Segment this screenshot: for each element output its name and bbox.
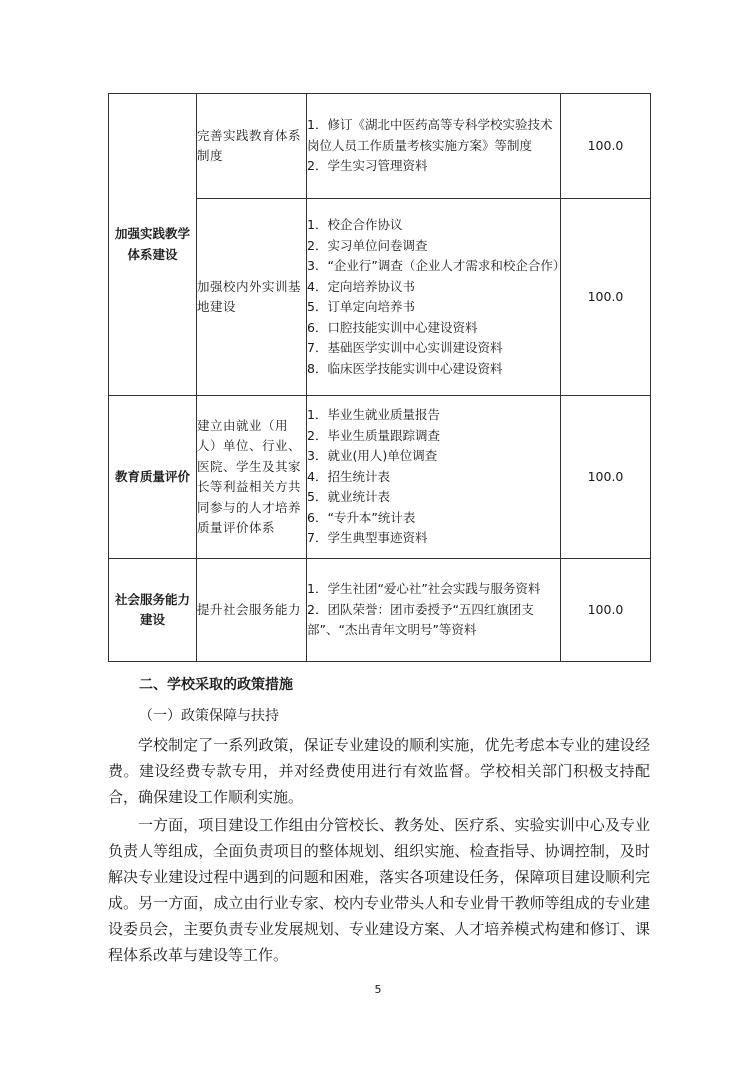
table-row: [109, 94, 651, 199]
material-line: 2．实习单位问卷调查: [307, 237, 428, 253]
score-cell: 100.0: [561, 559, 651, 662]
item-cell: 建立由就业（用人）单位、行业、医院、学生及其家长等利益相关方共同参与的人才培养质量评价体系: [197, 396, 307, 559]
material-line: 2．毕业生质量跟踪调查: [307, 427, 440, 443]
score-cell: 100.0: [561, 396, 651, 559]
material-line: 7．基础医学实训中心实训建设资料: [307, 340, 503, 355]
item-cell: 加强校内外实训基地建设: [197, 199, 307, 396]
category-cell: 社会服务能力建设: [109, 559, 197, 662]
paragraph: 学校制定了一系列政策，保证专业建设的顺利实施，优先考虑本专业的建设经费。建设经费专款专用，并对经费使用进行有效监督。学校相关部门积极支持配合，确保建设工作顺利实施。: [108, 736, 650, 806]
table-row: [109, 396, 651, 559]
page-number: 5: [374, 983, 382, 996]
material-line: 1．校企合作协议: [307, 217, 403, 232]
material-line: 2．团队荣誉：团市委授予“五四红旗团支部”、“杰出青年文明号”等资料: [307, 601, 534, 638]
section-heading: 二、学校采取的政策措施: [139, 677, 293, 693]
material-line: 3．“企业行”调查（企业人才需求和校企合作）: [307, 258, 566, 273]
material-line: 1．毕业生就业质量报告: [307, 407, 440, 423]
material-line: 1．学生社团“爱心社”社会实践与服务资料: [307, 581, 541, 597]
material-line: 3．就业(用人)单位调查: [307, 448, 438, 464]
criteria-table: [108, 93, 651, 662]
material-line: 6．“专升本”统计表: [307, 509, 416, 525]
materials-cell: [307, 199, 566, 396]
material-line: 4．定向培养协议书: [307, 278, 415, 294]
material-line: 7．学生典型事迹资料: [307, 530, 428, 546]
score-cell: 100.0: [561, 199, 651, 396]
material-line: 2．学生实习管理资料: [307, 158, 428, 174]
subsection-heading: （一）政策保障与扶持: [139, 708, 279, 724]
item-cell: 完善实践教育体系制度: [197, 94, 307, 199]
material-line: 5．订单定向培养书: [307, 299, 415, 314]
material-line: 4．招生统计表: [307, 468, 390, 484]
category-cell: 教育质量评价: [109, 396, 197, 559]
material-line: 6．口腔技能实训中心建设资料: [307, 319, 478, 335]
item-cell: 提升社会服务能力: [197, 559, 307, 662]
materials-cell: [307, 396, 561, 559]
material-line: 1．修订《湖北中医药高等专科学校实验技术岗位人员工作质量考核实施方案》等制度: [307, 117, 553, 153]
category-cell: 加强实践教学体系建设: [109, 94, 197, 396]
material-line: 8．临床医学技能实训中心建设资料: [307, 360, 503, 376]
materials-cell: [307, 559, 561, 662]
material-line: 5．就业统计表: [307, 489, 390, 505]
table-row: [109, 559, 651, 662]
score-cell: 100.0: [561, 94, 651, 199]
paragraph: 一方面，项目建设工作组由分管校长、教务处、医疗系、实验实训中心及专业负责人等组成，全面负责项目的整体规划、组织实施、检查指导、协调控制，及时解决专业建设过程中遇到的问题和困难，落实各项建设任务，保障项目建设顺利完成。另一方面，成立由行业专家、校内专业带头人和专业骨干教师等组成的专业建设委员会，主要负责专业发展规划、专业建设方案、人才培养模式构建和修订、课程体系改革与建设等工作。: [108, 816, 650, 964]
materials-cell: [307, 94, 561, 199]
